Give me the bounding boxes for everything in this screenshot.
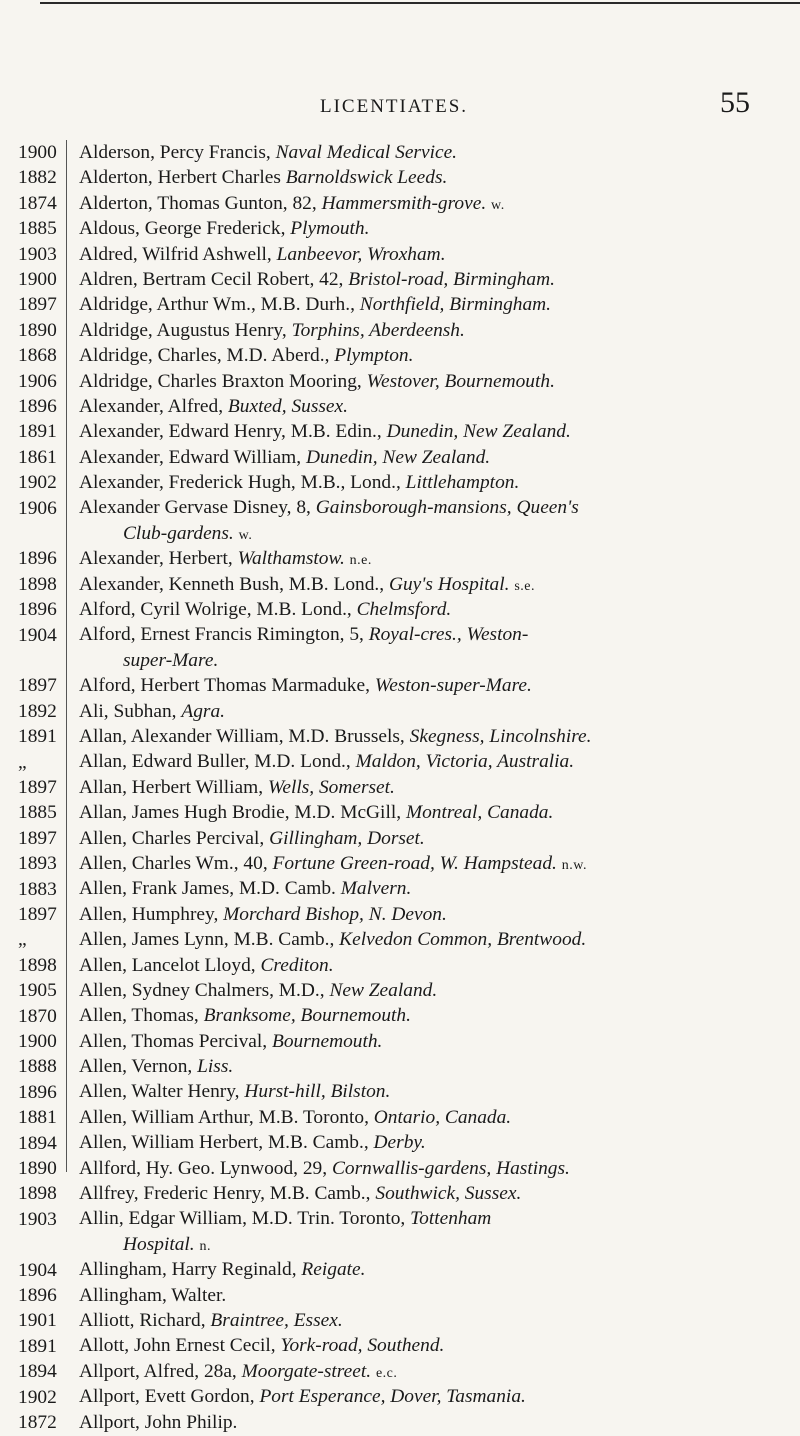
entry-place: Weston-super-Mare. [374, 675, 532, 697]
entry-place: Torphins, Aberdeensh. [291, 319, 465, 341]
entry-row [79, 953, 779, 978]
entry-place: Morchard Bishop, N. Devon. [223, 903, 447, 925]
entry-year: 1874 [18, 192, 57, 214]
entry-row [79, 724, 779, 749]
entry-row [79, 521, 779, 546]
entry-name: Allen, William Herbert, M.B. Camb., [79, 1132, 369, 1154]
entry-name: Allen, Lancelot Lloyd, [79, 954, 256, 976]
entry-year: 1900 [18, 142, 57, 163]
entry-name: Allen, Charles Wm., 40, [79, 852, 268, 874]
entry-row [79, 1029, 779, 1054]
entry-year: 1906 [18, 497, 57, 519]
entry-row [79, 546, 779, 571]
entry-place: Port Esperance, Dover, Tasmania. [259, 1386, 526, 1408]
entry-name: Allingham, Walter. [79, 1284, 227, 1306]
entry-place: Moorgate-street. [241, 1360, 372, 1382]
entry-name: Allen, Walter Henry, [79, 1081, 240, 1103]
entry-year: 1906 [18, 370, 57, 392]
entry-place: Bristol-road, Birmingham. [348, 268, 555, 290]
entry-place: Lanbeevor, Wroxham. [276, 243, 446, 265]
entry-row [79, 1308, 779, 1333]
entry-name: Allport, John Philip. [79, 1411, 238, 1433]
entry-place: Fortune Green-road, W. Hampstead. [272, 852, 557, 874]
entry-row [79, 267, 779, 292]
entry-year: 1888 [18, 1056, 57, 1078]
entry-row [79, 876, 779, 901]
entry-row [79, 927, 779, 952]
entry-year: 1892 [18, 700, 57, 722]
entry-year: 1898 [18, 1183, 57, 1205]
entry-year: 1903 [18, 243, 57, 265]
entry-year: 1900 [18, 269, 57, 290]
entry-place: Royal-cres., Weston- [368, 624, 529, 646]
running-title: LICENTIATES. [320, 96, 469, 117]
page-header [0, 86, 800, 126]
entry-place: Tottenham [410, 1208, 492, 1230]
entry-place: Chelmsford. [356, 599, 452, 621]
entry-place: Ontario, Canada. [373, 1106, 512, 1128]
entry-year: 1896 [18, 599, 57, 621]
entry-year: 1902 [18, 472, 57, 494]
entry-row [79, 800, 779, 825]
entry-district: w. [491, 197, 505, 213]
entry-row [79, 902, 779, 927]
entry-row [79, 572, 779, 597]
entry-place: Guy's Hospital. [388, 573, 510, 595]
entry-row [79, 1003, 779, 1028]
entry-year: 1901 [18, 1310, 57, 1332]
entry-year: 1905 [18, 980, 57, 1002]
entry-place: Dunedin, New Zealand. [305, 446, 491, 468]
entry-year: 1896 [18, 1081, 57, 1103]
entry-name: Allport, Evett Gordon, [79, 1386, 255, 1408]
entry-name: Allan, Alexander William, M.D. Brussels, [79, 725, 405, 747]
entry-name: Alford, Herbert Thomas Marmaduke, [79, 675, 370, 697]
entry-place: Littlehampton. [405, 472, 520, 494]
entry-name: Alexander, Edward William, [79, 446, 302, 468]
entry-name: Allen, Sydney Chalmers, M.D., [79, 979, 325, 1001]
entry-name: Aldridge, Charles, M.D. Aberd., [79, 345, 330, 367]
entry-name: Allan, James Hugh Brodie, M.D. McGill, [79, 802, 402, 824]
entry-place: Naval Medical Service. [275, 142, 458, 163]
entry-year: 1894 [18, 1132, 57, 1154]
entry-place: Maldon, Victoria, Australia. [355, 751, 575, 773]
entry-year: 1872 [18, 1412, 57, 1433]
entry-year: 1861 [18, 446, 57, 468]
entry-year: 1891 [18, 1335, 57, 1357]
entry-row [79, 1257, 779, 1282]
entry-row [79, 775, 779, 800]
entry-year: 1900 [18, 1031, 57, 1052]
entry-year: 1897 [18, 777, 57, 798]
entry-district: e.c. [375, 1365, 398, 1381]
entry-year: 1870 [18, 1005, 57, 1027]
entry-row [79, 1054, 779, 1079]
entry-row [79, 1105, 779, 1130]
entry-year: 1897 [18, 904, 57, 925]
top-rule [40, 2, 800, 4]
entry-place: Crediton. [260, 954, 334, 976]
entry-place: Westover, Bournemouth. [366, 370, 555, 392]
entry-name: Allen, Vernon, [79, 1056, 193, 1078]
entry-place: Northfield, Birmingham. [359, 294, 552, 316]
entry-place: Dunedin, New Zealand. [386, 421, 571, 443]
entry-place: Club-gardens. [123, 522, 234, 544]
entry-row [79, 1232, 779, 1257]
entry-row [79, 495, 779, 520]
entry-year: „ [18, 929, 27, 951]
entry-place: Plympton. [334, 345, 414, 367]
entry-year: 1885 [18, 802, 57, 824]
entry-name: Allin, Edgar William, M.D. Trin. Toronto, [79, 1208, 406, 1230]
entry-row [79, 1384, 779, 1409]
entry-place: Agra. [181, 700, 225, 722]
entry-place: Montreal, Canada. [405, 802, 554, 824]
entry-row [79, 394, 779, 419]
entry-district: s.e. [514, 578, 536, 594]
entry-place: Reigate. [301, 1259, 366, 1281]
entry-name: Alderton, Thomas Gunton, 82, [79, 192, 317, 214]
entry-place: Liss. [197, 1056, 234, 1078]
entry-name: Alexander, Frederick Hugh, M.B., Lond., [79, 472, 401, 494]
entry-district: n.w. [561, 857, 587, 873]
entry-name: Allen, Thomas Percival, [79, 1030, 268, 1052]
entry-row [79, 648, 779, 673]
entry-name: Allan, Herbert William, [79, 776, 264, 798]
entry-name: Allen, Frank James, M.D. Camb. [79, 878, 336, 900]
entry-place: Walthamstow. [237, 548, 345, 570]
page-number: 55 [720, 86, 750, 119]
entry-row [79, 622, 779, 647]
entry-name: Allen, James Lynn, M.B. Camb., [79, 929, 335, 951]
entry-year: 1897 [18, 827, 57, 849]
entry-name: Aldred, Wilfrid Ashwell, [79, 243, 272, 265]
entry-year: 1904 [18, 624, 57, 646]
entry-name: Allingham, Harry Reginald, [79, 1259, 297, 1281]
entry-year: 1898 [18, 954, 57, 976]
entry-year: 1903 [18, 1208, 57, 1230]
entry-row [79, 318, 779, 343]
entry-place: Bournemouth. [271, 1030, 383, 1052]
entry-name: Allen, Thomas, [79, 1005, 199, 1027]
entry-row [79, 165, 779, 190]
entry-year: 1902 [18, 1386, 57, 1408]
entry-name: Alexander, Herbert, [79, 548, 233, 570]
entry-year: 1891 [18, 726, 57, 748]
entry-row [79, 978, 779, 1003]
entry-year: 1890 [18, 1158, 57, 1179]
entry-name: Allen, William Arthur, M.B. Toronto, [79, 1106, 369, 1128]
entry-year: 1896 [18, 396, 57, 417]
entry-name: Allfrey, Frederic Henry, M.B. Camb., [79, 1183, 371, 1205]
entry-name: Alexander, Edward Henry, M.B. Edin., [79, 421, 382, 443]
entry-place: Skegness, Lincolnshire. [409, 725, 592, 747]
entry-row [79, 1206, 779, 1231]
entry-place: Hammersmith-grove. [321, 192, 487, 214]
entry-row [79, 1130, 779, 1155]
entry-row [79, 343, 779, 368]
entry-name: Alexander, Alfred, [79, 395, 224, 417]
entry-name: Allan, Edward Buller, M.D. Lond., [79, 751, 351, 773]
entry-list [79, 140, 779, 1435]
entry-row [79, 1156, 779, 1181]
entry-row [79, 1410, 779, 1435]
entry-row [79, 216, 779, 241]
entry-place: Kelvedon Common, Brentwood. [339, 929, 587, 951]
entry-row [79, 419, 779, 444]
column-rule [66, 140, 67, 1172]
entry-year: 1891 [18, 421, 57, 443]
entry-place: Buxted, Sussex. [227, 395, 348, 417]
entry-place: Derby. [373, 1132, 426, 1154]
entry-place: Cornwallis-gardens, Hastings. [331, 1157, 570, 1179]
entry-district: n. [199, 1238, 212, 1254]
entry-year: 1885 [18, 218, 57, 240]
entry-year: 1898 [18, 573, 57, 595]
entry-district: w. [238, 527, 253, 543]
entry-name: Aldridge, Arthur Wm., M.B. Durh., [79, 294, 355, 316]
entry-year: 1881 [18, 1107, 57, 1129]
entry-row [79, 597, 779, 622]
entry-name: Alexander, Kenneth Bush, M.B. Lond., [79, 573, 385, 595]
entry-year: 1897 [18, 675, 57, 697]
entry-name: Alexander Gervase Disney, 8, [79, 497, 311, 519]
entry-row [79, 369, 779, 394]
entry-place: Plymouth. [290, 218, 370, 240]
entry-row [79, 673, 779, 698]
entry-row [79, 749, 779, 774]
entry-row [79, 470, 779, 495]
entry-place: Southwick, Sussex. [375, 1183, 522, 1205]
entry-place: York-road, Southend. [280, 1335, 445, 1357]
entry-year: 1883 [18, 878, 57, 900]
entry-row [79, 1079, 779, 1104]
entry-name: Alford, Ernest Francis Rimington, 5, [79, 624, 364, 646]
entry-name: Alderson, Percy Francis, [79, 142, 271, 163]
entry-year: 1893 [18, 853, 57, 875]
entry-year: 1904 [18, 1259, 57, 1281]
entry-year: 1890 [18, 319, 57, 341]
entry-place: Gillingham, Dorset. [269, 827, 425, 849]
entry-name: Alderton, Herbert Charles [79, 167, 281, 189]
entry-name: Allford, Hy. Geo. Lynwood, 29, [79, 1157, 328, 1179]
entry-name: Aldridge, Augustus Henry, [79, 319, 287, 341]
entry-place: Hurst-hill, Bilston. [244, 1081, 391, 1103]
entry-place: Branksome, Bournemouth. [203, 1005, 411, 1027]
entry-place: Malvern. [340, 878, 412, 900]
entry-row [79, 242, 779, 267]
entry-place: Hospital. [123, 1233, 195, 1255]
entry-year: 1897 [18, 294, 57, 316]
entry-year: 1894 [18, 1361, 57, 1383]
entry-year: 1896 [18, 1285, 57, 1306]
entry-row [79, 1333, 779, 1358]
entry-row [79, 445, 779, 470]
entry-name: Aldren, Bertram Cecil Robert, 42, [79, 268, 344, 290]
entry-place: super-Mare. [123, 649, 219, 671]
entry-name: Aldous, George Frederick, [79, 218, 286, 240]
entry-row [79, 140, 779, 165]
entry-year: 1868 [18, 345, 57, 367]
entry-place: Wells, Somerset. [267, 776, 395, 798]
entry-place: Gainsborough-mansions, Queen's [315, 497, 579, 519]
entry-name: Allott, John Ernest Cecil, [79, 1335, 276, 1357]
entry-row [79, 699, 779, 724]
entry-row [79, 1283, 779, 1308]
entry-name: Allen, Charles Percival, [79, 827, 265, 849]
entry-name: Alford, Cyril Wolrige, M.B. Lond., [79, 599, 352, 621]
entry-name: Allport, Alfred, 28a, [79, 1360, 237, 1382]
entry-place: New Zealand. [329, 979, 438, 1001]
entry-name: Allen, Humphrey, [79, 903, 219, 925]
entry-place: Braintree, Essex. [210, 1309, 343, 1331]
entry-row [79, 826, 779, 851]
entry-row [79, 292, 779, 317]
entry-row [79, 851, 779, 876]
entry-year: 1882 [18, 167, 57, 189]
entry-name: Aldridge, Charles Braxton Mooring, [79, 370, 362, 392]
entry-name: Alliott, Richard, [79, 1309, 206, 1331]
entry-year: „ [18, 751, 27, 773]
entry-name: Ali, Subhan, [79, 700, 177, 722]
entry-place: Barnoldswick Leeds. [285, 167, 448, 189]
entry-district: n.e. [349, 553, 372, 569]
entry-row [79, 191, 779, 216]
entry-row [79, 1181, 779, 1206]
entry-row [79, 1359, 779, 1384]
entry-year: 1896 [18, 548, 57, 570]
